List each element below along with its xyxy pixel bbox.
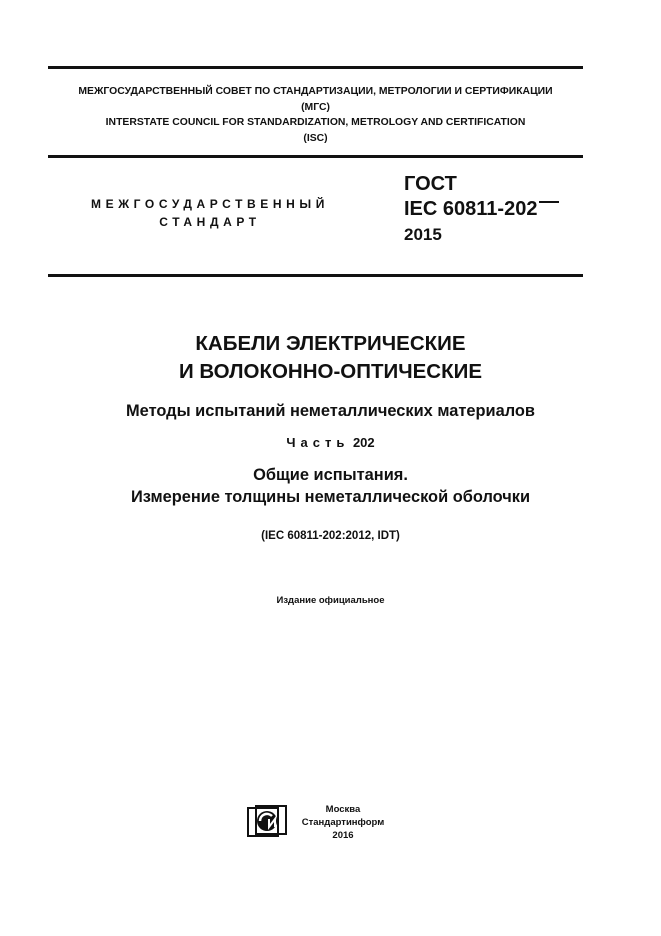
gost-number: IEC 60811-202 [404, 198, 538, 220]
council-header [48, 84, 583, 146]
council-en-abbr: (ISC) [303, 132, 328, 144]
document-title [48, 330, 613, 386]
gost-designation [404, 172, 559, 247]
council-ru-name: МЕЖГОСУДАРСТВЕННЫЙ СОВЕТ ПО СТАНДАРТИЗАЦИИ, МЕТРОЛОГИИ И СЕРТИФИКАЦИИ [78, 86, 553, 97]
standartinform-logo-icon [247, 805, 287, 838]
publisher-city: Москва [325, 804, 361, 815]
gost-label: ГОСТ [404, 173, 457, 195]
title-line1: КАБЕЛИ ЭЛЕКТРИЧЕСКИЕ [195, 332, 466, 355]
equivalence-note: (IEC 60811-202:2012, IDT) [261, 530, 400, 542]
publisher-imprint [298, 803, 388, 842]
document-subtitle: Методы испытаний неметаллических материалов [126, 402, 535, 420]
part-title-line2: Измерение толщины неметаллической оболочки [130, 488, 531, 506]
header-rule [48, 155, 583, 158]
part-title [30, 464, 631, 508]
part-label [48, 433, 613, 453]
part-title-line1: Общие испытания. [253, 466, 408, 484]
standard-type-line2: СТАНДАРТ [159, 215, 261, 229]
edition-note: Издание официальное [276, 595, 385, 606]
council-en-name: INTERSTATE COUNCIL FOR STANDARDIZATION, METROLOGY AND CERTIFICATION [105, 117, 526, 128]
top-rule [48, 66, 583, 69]
gost-year: 2015 [404, 225, 442, 244]
council-ru-abbr: (МГС) [301, 101, 330, 113]
standard-type [60, 195, 360, 231]
part-number: 202 [352, 435, 375, 450]
publisher-year: 2016 [332, 830, 354, 841]
designation-rule [48, 274, 583, 277]
part-word: Часть [286, 435, 350, 450]
title-line2: И ВОЛОКОННО-ОПТИЧЕСКИЕ [178, 360, 483, 383]
publisher-name: Стандартинформ [301, 817, 385, 828]
year-dash [539, 201, 559, 203]
standard-type-line1: МЕЖГОСУДАРСТВЕННЫЙ [91, 197, 329, 211]
